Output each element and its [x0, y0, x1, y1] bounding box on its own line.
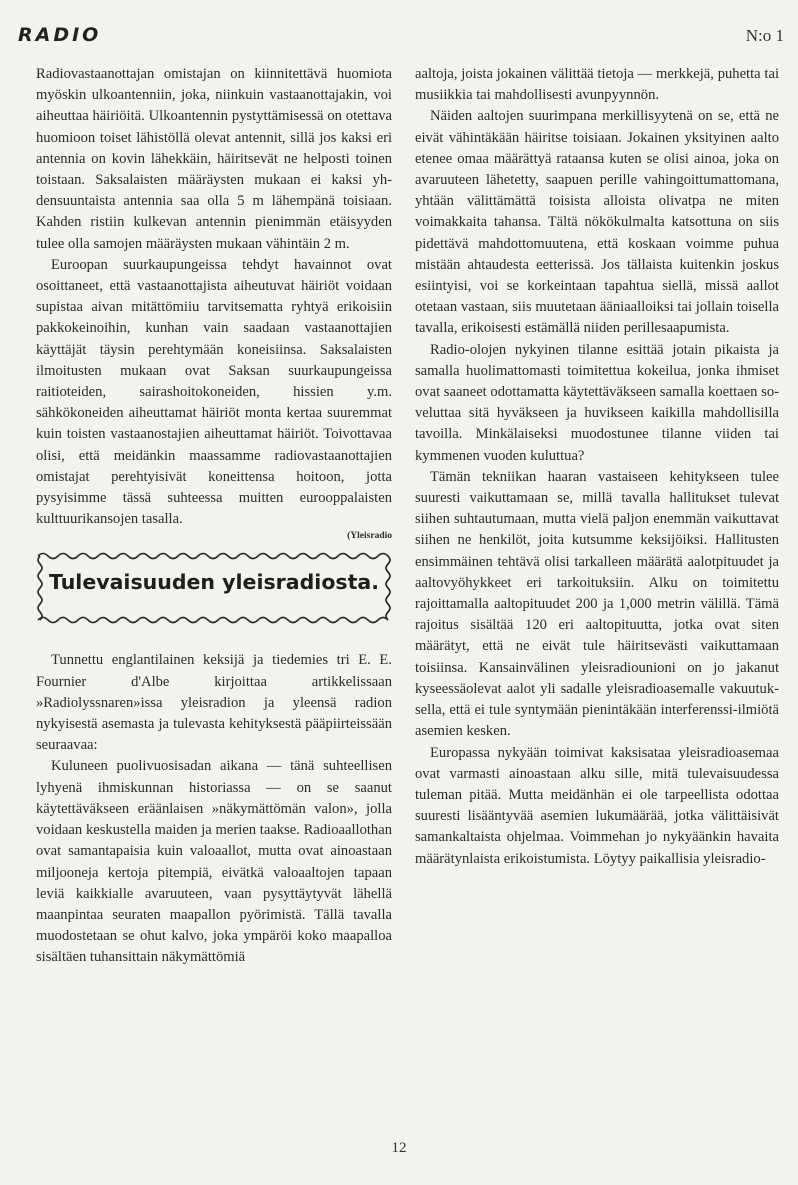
article-title: Tulevaisuuden yleisradiosta. — [48, 570, 380, 595]
source-credit: (Yleisradio — [347, 531, 392, 542]
paragraph: Radiovastaanottajan omistajan on kiinnitettävä huomiota myöskin ulkoantenniin, joka, niinkuin vastaanottajakin, voi aiheuttaa häiriöitä. Ulkoantennin pystyttämisessä on otettava huomioon toiset lähistöllä olevat antennit, sillä jos kaksi eri antennia on kovin lähekkäin, häiritsevät ne helposti toinen toistaan. Saksalaisten määräysten mukaan ei kaksi yhdensuuntaista antennia saa olla 5 m lähempänä toisiaan. Kahden ristiin kulkevan antennin pienimmän etäisyyden tulee olla samojen määräysten mukaan vähintäin 2 m. — [36, 66, 392, 252]
issue-number: N:o 1 — [745, 26, 784, 45]
page-number: 12 — [391, 1140, 407, 1156]
paragraph: Tämän tekniikan haaran vastaiseen kehitykseen tulee suuresti vaikuttamaan se, millä tavalla hallitukset tulevat siihen suhtautumaan, mutta vielä paljon enemmän vaikuttavat siihen ne henkilöt, joita kutsumme keksijöiksi. Hallitusten ensimmäinen tehtävä olisi tarkalleen määrätä aalotpituudet ja aaltovyöhykkeet eri tarkoituksiin. Alku on toimitettu rajoittamalla aaltopituudet 200 ja 1,000 metrin välillä. Tämä rajoitus sisältää 120 eri aaltopituutta, jotka ovat siten määrätyt, että ne eivät tule häiritsevästi vaikuttamaan toisiinsa. Kansainvälinen yleisradiounioni on jo jakanut kyseessäolevat aalot yli sadalle yleisradioasemalle vakuutuksella, että ei tule syntymään pienintäkään interferenssi-ilmiötä asemien kesken. — [415, 468, 779, 740]
paragraph: Näiden aaltojen suurimpana merkillisyytenä on se, että ne eivät vähintäkään häiritse toisiaan. Jokainen yksityinen aalto etenee omaa määrättyä rataansa kuten se olisi ainoa, joka on avaruuteen lähetetty, saapuen perille vahingoittumattomana, yhtään välittämättä toisista alloista olivatpa ne miten voimakkaita tahansa. Tältä nökökulmalta katsottuna on siis pidettävä mahdottomuutena, että koskaan voimme puhua mistään ahtaudesta eetterissä. Jos tällaista kuitenkin joskus esiintyisi, voi se korkeintaan tapahtua siellä, missä aallot otetaan vastaan, siis muutetaan ääniaalloiksi tai jollain toisella tavalla, erikoisesti estämällä niiden perillesaapumista. — [415, 108, 779, 337]
article-title-box — [36, 550, 392, 624]
paragraph: Europassa nykyään toimivat kaksisataa yleisradioasemaa ovat varmasti ainoastaan alku sille, mitä tulevaisuudessa tuleman pitää. Mutta meidänhän ei ole tarpeellista odottaa suuresti lisääntyvää asemien lukumäärää, jotka välittäisivät samankaltaista ohjelmaa. Voimmehan jo nykyäänkin havaita määrätynlaista erikoistumista. Löytyy paikallisia yleisradio- — [415, 744, 779, 867]
paragraph: Kuluneen puolivuosisadan aikana — tänä suhteellisen lyhyenä ihmiskunnan historiassa — on se saanut käytettäväkseen eräänlaisen »näkymättömän valon», jolla voidaan keskustella maiden ja merien taakse. Radioaallothan ovat samantapaisia kuin valoaallot, mutta ovat ainoastaan miljooneja kertoja pitempiä, eivätkä valoaaltojen tapaan leviä kaikkialle avaruuteen, vaan pysyttäytyvät lähellä maanpintaa seuraten maapallon pyörimistä. Tällä tavalla muodostetaan se ohut kalvo, joka ympäröi koko maapalloa sisältäen tuhansittain näkymättömiä — [36, 758, 392, 966]
magazine-name: RADIO — [18, 24, 102, 46]
paragraph: Radio-olojen nykyinen tilanne esittää jotain pikaista ja samalla huolimattomasti toimitettua kokeilua, jonka ihmiset ovat saaneet odottamatta käytettäväkseen samalla koettaen soveluttaa sitä hyväkseen ja huvikseen kaikilla mahdollisilla tavoilla. Minkälaiseksi muodostunee tilanne viiden tai kymmenen vuoden kuluttua? — [415, 341, 779, 464]
running-head — [18, 24, 784, 50]
paragraph: aaltoja, joista jokainen välittää tietoja — merkkejä, puhetta tai musiikkia tai mahdollisesti avunpyynnön. — [415, 66, 779, 104]
paragraph: Euroopan suurkaupungeissa tehdyt havainnot ovat osoittaneet, että vastaanottajista aiheutuvat häiriöt voidaan supistaa aivan mitättömiiu tarvitsematta ryhtyä erikoisiin pakkokeinoihin, kunhan vain saadaan vastaanottajien käyttäjät täysin perehtymään koneisiinsa. Saksalaisten ilmoitusten mukaan ovat Saksan suurkaupungeissa raitioteiden, sairashoitokoneiden, hissien y.m. sähkökoneiden aiheuttamat häiriöt monta kertaa suuremmat kuin toisten vastaanostajien aiheuttamat häiriöt. Toivottavaa olisi, että meidänkin maassamme radiovastaanottajien omistajat perehtyisivät koneittensa hoitoon, jotta pysyisimme tässä suhteessa muitten eurooppalaisten kulttuurikansojen tasalla. — [36, 256, 392, 528]
right-column — [415, 64, 779, 870]
paragraph: Tunnettu englantilainen keksijä ja tiedemies tri E. E. Fournier d'Albe kirjoittaa artikkelissaan »Radiolyssnaren»issa yleisradion ja yleensä radion nykyisestä asemasta ja tulevasta kehityksestä pääpiirteissään seuraavaa: — [36, 652, 392, 754]
left-column — [36, 64, 392, 969]
